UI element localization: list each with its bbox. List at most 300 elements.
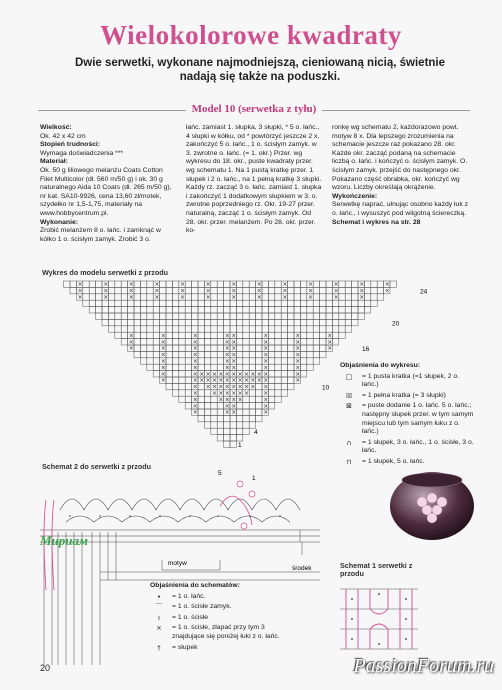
chart-cell [166,351,172,357]
chart-filled-mark: × [237,370,243,378]
chart-filled-mark: × [192,396,198,404]
chart-cell [249,326,255,332]
chart-cell [300,358,306,364]
chart-cell [204,319,210,325]
chart-cell [268,313,274,319]
chart-cell [185,313,191,319]
chart-cell [339,287,345,293]
chart-cell [115,332,121,338]
chart-filled-mark: × [244,377,250,385]
chart-cell [70,281,76,287]
chart-filled-mark: × [128,345,134,353]
chart-cell [307,345,313,351]
chart-cell [153,332,159,338]
chart-cell [243,422,249,428]
size-value: Ok. 42 x 42 cm [40,132,86,140]
scheme-legend-item [150,644,290,653]
chart-cell [166,294,172,300]
chart-cell [204,396,210,402]
chart-cell [345,287,351,293]
chart-cell [147,358,153,364]
chart-cell [281,358,287,364]
chart-filled-mark: × [224,396,230,404]
chart-cell [313,294,319,300]
chart-cell [140,281,146,287]
chart-cell [96,313,102,319]
chart-legend-title: Objaśnienia do wykresu: [340,362,421,369]
instructions-column-2 [186,124,322,236]
chart-cell [268,351,274,357]
chart-filled-mark: × [237,390,243,397]
chart-cell [153,319,159,325]
chart-cell [217,409,223,415]
chart-cell [281,351,287,357]
chart-cell [268,371,274,377]
chart-cell [243,294,249,300]
chart-filled-mark: × [282,287,288,295]
chart-cell [256,403,262,409]
chart-filled-mark: × [244,370,250,378]
chart-cell [307,351,313,357]
chart-cell [121,313,127,319]
chart-cell [364,307,370,313]
chart-filled-mark: × [160,364,166,372]
chart-cell [262,319,268,325]
chart-cell [326,326,332,332]
chart-caption: Wykres do modelu serwetki z przodu [42,268,169,277]
chart-cell [300,364,306,370]
chart-cell [275,390,281,396]
chart-cell [115,313,121,319]
chart-cell [204,300,210,306]
chart-cell [204,313,210,319]
chart-cell [204,409,210,415]
chart-cell [262,326,268,332]
chart-filled-mark: × [212,370,218,378]
chart-cell [140,294,146,300]
chart-filled-mark: × [250,377,256,385]
chart-cell [147,339,153,345]
chart-cell [352,300,358,306]
chart-cell [281,377,287,383]
chart-cell [230,300,236,306]
chart-cell [377,294,383,300]
chart-cell [185,332,191,338]
scheme-legend-symbol: ı [158,613,160,622]
chart-cell [160,300,166,306]
chart-cell [166,332,172,338]
chart-filled-mark: × [256,287,262,295]
chart-cell [217,287,223,293]
chart-cell [313,351,319,357]
chart-cell [140,326,146,332]
chart-cell [288,383,294,389]
chart-cell [166,383,172,389]
chart-cell [140,345,146,351]
chart-filled-mark: × [231,370,237,378]
chart-cell [313,300,319,306]
chart-filled-mark: × [224,364,230,372]
chart-cell [217,332,223,338]
chart-cell [128,307,134,313]
chart-cell [326,281,332,287]
chart-cell [326,319,332,325]
chart-cell [96,281,102,287]
chart-cell [268,383,274,389]
chart-filled-mark: × [231,294,237,301]
chart-cell [243,351,249,357]
chart-cell [345,326,351,332]
chart-cell [198,326,204,332]
chart-filled-mark: × [128,338,134,346]
chart-cell [243,307,249,313]
chart-cell [275,377,281,383]
chart-cell [326,287,332,293]
chart-cell [294,326,300,332]
chart-cell [185,351,191,357]
chart-filled-mark: × [295,377,301,385]
chart-cell [185,326,191,332]
chart-filled-mark: × [282,281,288,289]
chart-cell [256,345,262,351]
chart-cell [224,326,230,332]
chart-cell [128,300,134,306]
chart-cell [249,313,255,319]
chart-cell [243,409,249,415]
chart-cell [300,332,306,338]
finish-text: Serwetkę naprać, ułnując osobno każdy łuk z o. łańc., i wysuszyć pod wilgotną ściereczką. [332,201,469,217]
chart-filled-mark: × [224,345,230,353]
chart-cell [371,300,377,306]
chart-cell [339,281,345,287]
chart-cell [332,300,338,306]
chart-cell [326,313,332,319]
chart-cell [192,281,198,287]
chart-cell [198,358,204,364]
chart-cell [256,396,262,402]
chart-cell [275,332,281,338]
chart-filled-mark: × [199,370,205,378]
chart-cell [275,364,281,370]
chart-cell [332,307,338,313]
chart-cell [256,339,262,345]
work-label: Wykonanie: [40,218,79,226]
chart-cell [243,345,249,351]
chart-cell [268,345,274,351]
chart-cell [217,339,223,345]
chart-cell [185,307,191,313]
chart-cell [198,364,204,370]
chart-cell [268,358,274,364]
chart-filled-mark: × [333,281,339,289]
chart-cell [185,319,191,325]
material-label: Materiał: [40,158,68,166]
chart-cell [102,307,108,313]
chart-cell [108,294,114,300]
chart-row-number: 4 [254,429,258,437]
chart-cell [230,313,236,319]
chart-cell [198,319,204,325]
watermark: PassionForum.ru [353,655,494,677]
chart-cell [172,287,178,293]
chart-filled-mark: × [128,287,134,295]
chart-cell [198,294,204,300]
chart-cell [281,364,287,370]
chart-cell [275,281,281,287]
chart-cell [172,332,178,338]
chart-cell [313,319,319,325]
chart-filled-mark: × [77,287,83,295]
chart-filled-mark: × [384,281,390,289]
chart-cell [294,287,300,293]
chart-filled-mark: × [192,377,198,385]
chart-cell [236,281,242,287]
chart-cell [345,307,351,313]
chart-legend-text: = 1 pusta kratka (=1 słupek, 2 o. łańc.) [362,372,460,389]
chart-legend-symbol: ☒ [345,391,353,400]
chart-cell [128,319,134,325]
chart-cell [345,300,351,306]
chart-cell [185,294,191,300]
chart-filled-mark: × [205,377,211,385]
chart-cell [320,313,326,319]
chart-cell [288,313,294,319]
chart-cell [204,345,210,351]
chart-cell [294,281,300,287]
chart-cell [275,313,281,319]
schemes-note: Schemat i wykres na str. 28 [332,218,421,226]
chart-cell [326,300,332,306]
chart-cell [352,281,358,287]
chart-filled-mark: × [192,383,198,391]
chart-filled-mark: × [256,281,262,289]
chart-cell [326,307,332,313]
article-title: Wielokolorowe kwadraty [100,20,402,50]
chart-cell [281,319,287,325]
scheme-legend-title: Objaśnienia do schematów: [150,582,240,589]
chart-cell [345,294,351,300]
chart-cell [256,383,262,389]
finish-label: Wykończenie: [332,192,378,200]
chart-filled-mark: × [205,383,211,391]
chart-cell [185,371,191,377]
chart-cell [313,326,319,332]
chart-filled-mark: × [231,390,237,397]
chart-cell [179,390,185,396]
chart-cell [179,300,185,306]
chart-cell [256,313,262,319]
chart-cell [115,281,121,287]
chart-cell [211,332,217,338]
chart-legend-symbol: □ [345,372,353,381]
chart-filled-mark: × [231,377,237,385]
chart-cell [352,313,358,319]
material-text: Ok. 50 g liliowego melanżu Coats Cotton Filet Multicolor (dł. 560 m/50 g) i ok. 30 g naturalnego Aida 10 Coats (dł. 265 m/50 g), nr kat. SA10-9926, cena 13,60 zł/motek, szydełko nr 1,5-1,75, materiały na www.hobbycentrum.pl. [40,166,172,217]
chart-cell [249,345,255,351]
chart-cell [153,358,159,364]
chart-filled-mark: × [77,281,83,289]
chart-cell [217,345,223,351]
chart-cell [166,307,172,313]
chart-cell [288,345,294,351]
chart-cell [121,300,127,306]
chart-cell [179,364,185,370]
chart-cell [211,326,217,332]
chart-cell [160,294,166,300]
chart-cell [339,294,345,300]
chart-cell [268,281,274,287]
chart-cell [166,358,172,364]
chart-legend-item [340,402,475,436]
chart-cell [224,287,230,293]
chart-cell [185,396,191,402]
chart-filled-mark: × [231,332,237,340]
chart-cell [121,281,127,287]
scheme2-row-1: 1 [252,475,256,482]
chart-cell [288,307,294,313]
chart-cell [185,358,191,364]
chart-cell [147,364,153,370]
chart-cell [153,339,159,345]
chart-cell [211,287,217,293]
chart-cell [140,358,146,364]
chart-cell [70,287,76,293]
chart-filled-mark: × [237,383,243,391]
chart-filled-mark: × [192,409,198,417]
chart-cell [300,294,306,300]
chart-cell [198,383,204,389]
chart-cell [268,377,274,383]
chart-cell [192,300,198,306]
scheme-legend-text: = 1 o. łańc. [172,592,206,600]
chart-cell [275,345,281,351]
chart-cell [172,313,178,319]
chart-cell [204,364,210,370]
chart-cell [377,287,383,293]
chart-cell [147,332,153,338]
chart-filled-mark: × [263,364,269,372]
chart-cell [83,287,89,293]
chart-cell [230,428,236,434]
chart-cell [147,300,153,306]
chart-cell [153,307,159,313]
chart-cell [198,300,204,306]
chart-filled-mark: × [205,370,211,378]
chart-filled-mark: × [103,287,109,295]
chart-filled-mark: × [205,281,211,289]
chart-cell [211,307,217,313]
chart-filled-mark: × [308,281,314,289]
chart-cell [204,326,210,332]
chart-cell [256,307,262,313]
chart-cell [236,351,242,357]
chart-cell [217,281,223,287]
chart-cell [320,281,326,287]
chart-cell [198,307,204,313]
chart-cell [307,339,313,345]
chart-cell [211,364,217,370]
chart-cell [307,300,313,306]
chart-cell [185,300,191,306]
chart-cell [224,422,230,428]
chart-cell [352,294,358,300]
chart-cell [345,281,351,287]
chart-cell [371,287,377,293]
scheme-legend-text: = 1 o. ścisłe [172,613,209,621]
chart-cell [121,287,127,293]
scheme-legend-symbol: • [156,592,161,601]
chart-cell [102,319,108,325]
chart-cell [230,307,236,313]
chart-cell [358,300,364,306]
chart-cell [121,339,127,345]
chart-cell [217,313,223,319]
scheme-legend-item [150,603,290,612]
chart-cell [230,326,236,332]
chart-filled-mark: × [192,390,198,397]
col3-text: ronkę wg schematu 2, każdorazowo powt. motyw 8 x. Dla lepszego zrozumienia na schemacie jeszcze raz pokazano 28. okr. Każde okr. zacząć podaną na schemacie liczbą o. łańc. i kończyć o. ścisłym zamyk. O. ścisłym zamyk. przejść do następnego okr. Pokazano część obrabka, okr. kończyć wg wzoru. Liczby określają okrążenie. [332,124,468,192]
chart-cell [249,403,255,409]
scheme-legend-item [150,593,290,602]
chart-cell [313,345,319,351]
chart-cell [96,307,102,313]
chart-cell [236,415,242,421]
chart-cell [224,319,230,325]
chart-cell [198,281,204,287]
chart-filled-mark: × [333,294,339,301]
chart-cell [166,313,172,319]
chart-filled-mark: × [180,294,186,301]
chart-row-number: 16 [362,346,370,353]
chart-cell [256,300,262,306]
chart-cell [300,313,306,319]
chart-cell [172,377,178,383]
chart-cell [166,281,172,287]
chart-filled-mark: × [218,396,224,404]
chart-cell [89,300,95,306]
chart-cell [256,319,262,325]
chart-cell [192,326,198,332]
chart-filled-mark: × [160,370,166,378]
chart-filled-mark: × [333,287,339,295]
chart-cell [262,287,268,293]
chart-filled-mark: × [199,377,205,385]
chart-cell [236,300,242,306]
chart-cell [217,319,223,325]
chart-cell [288,319,294,325]
chart-cell [147,307,153,313]
chart-filled-mark: × [250,370,256,378]
chart-filled-mark: × [231,287,237,295]
chart-cell [166,345,172,351]
chart-cell [211,319,217,325]
chart-cell [256,409,262,415]
chart-cell [153,300,159,306]
chart-filled-mark: × [231,351,237,359]
chart-cell [224,294,230,300]
chart-cell [211,409,217,415]
chart-cell [198,403,204,409]
chart-filled-mark: × [180,281,186,289]
chart-cell [198,332,204,338]
chart-cell [140,313,146,319]
chart-cell [192,294,198,300]
chart-filled-mark: × [295,345,301,353]
chart-cell [307,364,313,370]
chart-cell [166,287,172,293]
chart-filled-mark: × [327,345,333,353]
difficulty-value: Wymaga doświadczenia *** [40,149,124,157]
